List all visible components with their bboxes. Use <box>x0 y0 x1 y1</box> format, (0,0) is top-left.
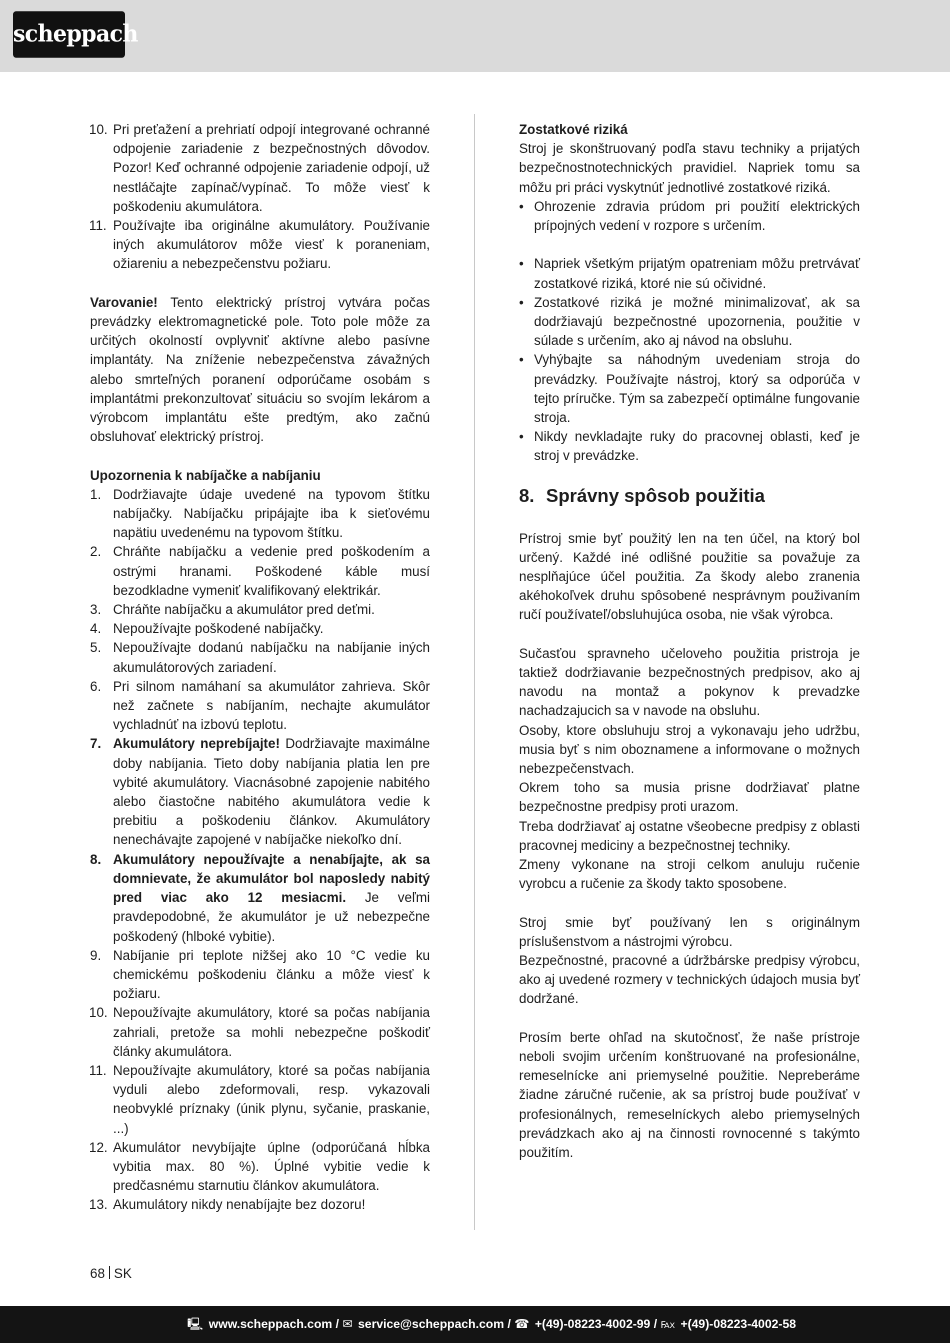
list-item: 7. Akumulátory neprebíjajte! Dodržiavajte maximálne doby nabíjania. Tieto doby nabíjania platia len pre vybité akumulátory. Viacnásobné zapojenie nabitého alebo čiastočne nabitého akumulátora vedie k prebitiu a poškodeniu článkov. Akumulátory nenechávajte zapojené v nabíjačke niekoľko dní. <box>90 736 430 848</box>
charger-heading: Upozornenia k nabíjačke a nabíjaniu <box>90 467 321 483</box>
section-title: 8. Správny spôsob použitia <box>519 484 765 506</box>
list-item: 5. Nepoužívajte dodanú nabíjačku na nabíjanie iných akumulátorových zariadení. <box>90 640 430 675</box>
left-column <box>90 120 430 1215</box>
paragraph-line: Okrem toho sa musia prisne dodržiavať platne bezpečnostne predpisy proti urazom. <box>519 780 860 815</box>
residual-bullet-list-a <box>519 197 860 235</box>
list-item: • Vyhýbajte sa náhodným uvedeniam stroja do prevádzky. Používajte nástroj, ktorý sa odporúča v tejto príručke. Tým sa zabezpečí optimálne fungovanie stroja. <box>519 352 860 426</box>
charger-list <box>90 485 430 1215</box>
list-item: 12. Akumulátor nevybíjajte úplne (odporúčaná hĺbka vybitia max. 80 %). Úplné vybitie vedie k predčasnému starnutiu článkov akumulátora. <box>89 1139 430 1194</box>
right-column <box>519 120 860 1162</box>
list-item: 9. Nabíjanie pri teplote nižšej ako 10 °C vedie ku chemickému poškodeniu článku a môže viesť k požiaru. <box>90 947 430 1002</box>
contact-footer-bar: 🖳 www.scheppach.com / ✉ service@scheppach.com / ☎ +(49)-08223-4002-99 / ℻ +(49)-08223-4002-58 <box>0 1306 950 1343</box>
list-item: 2. Chráňte nabíjačku a vedenie pred poškodením a ostrými hranami. Poškodené káble musí bezodkladne vymeniť kvalifikovaný elektrikár. <box>90 544 430 598</box>
phone-number: +(49)-08223-4002-99 <box>534 1317 651 1331</box>
list-item: 3. Chráňte nabíjačku a akumulátor pred deťmi. <box>90 602 375 618</box>
website-link[interactable]: www.scheppach.com <box>208 1317 333 1331</box>
safety-list-continued <box>90 120 430 274</box>
residual-intro: Stroj je skonštruovaný podľa stavu techniky a prijatých bezpečnostnotechnických pravidiel. Napriek tomu sa môžu pri práci vyskytnúť jednotlivé zostatkové riziká. <box>519 141 860 195</box>
list-item: • Nikdy nevkladajte ruky do pracovnej oblasti, keď je stroj v prevádzke. <box>519 429 860 464</box>
residual-bullet-list-b <box>519 254 860 465</box>
list-item: 1. Dodržiavajte údaje uvedené na typovom štítku nabíjačky. Nabíjačku pripájajte iba k sieťovému napätiu uvedenému na typovom štítku. <box>90 486 430 541</box>
disclaimer-paragraph: Prosím berte ohľad na skutočnosť, že naše prístroje neboli svojim určením konštruované na profesionálne, remeselnícke ani priemyselné použitie. Nepreberáme žiadne záručné ručenie, ak sa prístroj bude používať v profesionálnych, remeselníckych alebo priemyselných prevádzkach ako aj na činnosti rovnocenné s takýmto použitím. <box>519 1029 860 1161</box>
list-item: 11. Nepoužívajte akumulátory, ktoré sa počas nabíjania vyduli alebo zdeformovali, resp. vykazovali neobvyklé príznaky (únik plynu, syčanie, praskanie, ...) <box>89 1062 430 1136</box>
paragraph-line: Osoby, ktore obsluhuju stroj a vykonavaju jeho udržbu, musia byť s nim oboznamene a informovane o možnych nebezpečenstvach. <box>519 722 860 777</box>
list-item: 4. Nepoužívajte poškodené nabíjačky. <box>90 621 324 637</box>
list-item: 13. Akumulátory nikdy nenabíjajte bez dozoru! <box>89 1197 366 1213</box>
paragraph-line: Zmeny vykonane na stroji celkom anuluju ručenie vyrobcu a ručenie za škody takto sposobene. <box>519 857 860 892</box>
bullet-icon: • <box>519 352 524 368</box>
paragraph-line: Bezpečnostné, pracovné a údržbárske predpisy výrobcu, ako aj uvedené rozmery v technických údajoch musia byť dodržané. <box>519 953 860 1007</box>
phone-icon: ☎ <box>514 1317 530 1331</box>
fax-number: +(49)-08223-4002-58 <box>680 1317 796 1331</box>
email-link[interactable]: service@scheppach.com <box>358 1317 505 1331</box>
list-item: • Napriek všetkým prijatým opatreniam môžu pretrvávať zostatkové riziká, ktoré nie sú očividné. <box>519 256 860 291</box>
page-number: 68 <box>90 1266 105 1281</box>
paragraph-line: Treba dodržiavať aj ostatne všeobecne predpisy z oblasti pracovnej mediciny a bezpečnostnej techniky. <box>519 818 860 853</box>
column-divider <box>474 114 475 1230</box>
bullet-icon: • <box>519 429 524 445</box>
computer-icon: 🖳 <box>187 1317 204 1331</box>
header-band <box>0 0 950 72</box>
bullet-icon: • <box>519 198 524 214</box>
page-number-footer <box>90 1265 132 1283</box>
paragraph-line: Stroj smie byť používaný len s originálnym príslušenstvom a nástrojmi výrobcu. <box>519 914 860 949</box>
residual-risks-heading: Zostatkové riziká <box>519 122 628 137</box>
list-item: 10. Nepoužívajte akumulátory, ktoré sa počas nabíjania zahriali, pretože sa mohli nebezpečne poškodiť články akumulátora. <box>89 1005 430 1059</box>
section-number: 8. <box>519 484 535 506</box>
language-code: SK <box>113 1266 132 1281</box>
bullet-icon: • <box>519 294 524 310</box>
list-item: 8. Akumulátory nepoužívajte a nenabíjajte, ak sa domnievate, že akumulátor bol naposledy nabitý pred viac ako 12 mesiacmi. Je veľmi pravdepodobné, že akumulátor je už nebezpečne poškodený (hlboké vybitie). <box>90 851 430 944</box>
fax-icon: ℻ <box>660 1317 676 1331</box>
list-item: • Zostatkové riziká je možné minimalizovať, ak sa dodržiavajú bezpečnostné upozornenia, použitie v súlade s určením, ako aj návod na obsluhu. <box>519 294 860 349</box>
warning-paragraph: Varovanie! Tento elektrický prístroj vytvára počas prevádzky elektromagnetické pole. Toto pole môže za určitých okolností ovplyvniť aktívne alebo pasívne implantáty. Na zníženie nebezpečenstva závažných alebo smrteľných poranení odporúčame osobám s implantátmi prekonzultovať situáciu so svojím lekárom a výrobcom implantátu ešte predtým, ako začnú obsluhovať elektrický prístroj. <box>90 294 430 445</box>
list-item: 6. Pri silnom namáhaní sa akumulátor zahrieva. Skôr než začnete s nabíjaním, nechajte akumulátor vychladnúť na izbovú teplotu. <box>90 678 430 733</box>
list-item: • Ohrozenie zdravia prúdom pri použití elektrických prípojných vedení v rozpore s určením. <box>519 198 860 234</box>
email-icon: ✉ <box>342 1317 353 1331</box>
scheppach-logo: scheppach <box>13 11 125 57</box>
intended-use-paragraph: Prístroj smie byť použitý len na ten účel, na ktorý bol určený. Každé iné odlišné použitie sa považuje za nesplňajúce účel použitia. Za škody alebo zranenia akéhokoľvek druhu spôsobené nesprávnym použivaním ručí používateľ/obsluhujúca osoba, nie však výrobca. <box>519 530 860 623</box>
warning-label: Varovanie! <box>90 294 158 310</box>
paragraph-line: Sučasťou spravneho učeloveho použitia pristroja je taktiež dodržiavanie bezpečnostných predpisov, ako aj navodu na montaž a pokynov k prevadzke nachadzajucich sa v navode na obsluhu. <box>519 645 860 719</box>
list-item: 11. Používajte iba originálne akumulátory. Používanie iných akumulátorov môže viesť k poraneniam, ožiareniu a nebezpečenstvu požiaru. <box>89 218 430 272</box>
list-item: 10. Pri preťažení a prehriatí odpojí integrované ochranné odpojenie zariadenie z bezpečnostných dôvodov. Pozor! Keď ochranné odpojenie zariadenie odpojí, už nestláčajte zapínač/vypínač. To môže viesť k poškodeniu akumulátora. <box>89 122 430 214</box>
bullet-icon: • <box>519 256 524 272</box>
page-separator <box>109 1266 110 1279</box>
